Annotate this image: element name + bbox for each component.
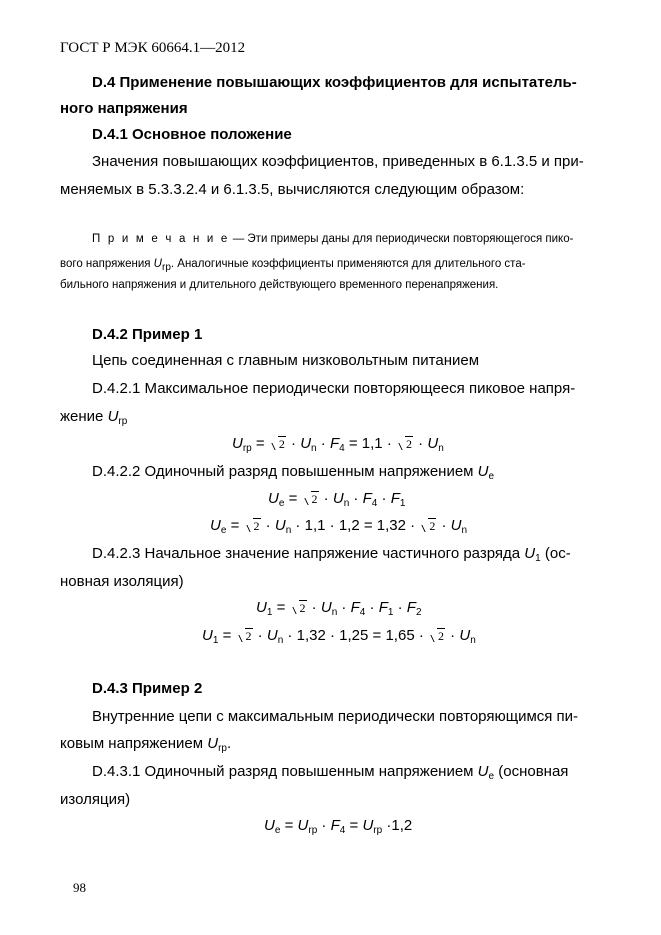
page-header: ГОСТ Р МЭК 60664.1—2012: [60, 40, 246, 56]
sqrt-2: 2: [302, 492, 319, 507]
sqrt-2: 2: [236, 629, 253, 644]
d42-paragraph: Цепь соединенная с главным низковольтным питанием: [92, 352, 480, 369]
note-line3: бильного напряжения и длительного действующего временного перенапряжения.: [60, 279, 499, 291]
note-line1: П р и м е ч а н и е — Эти примеры даны для периодически повторяющегося пико-: [92, 233, 574, 245]
d41-paragraph-line1: Значения повышающих коэффициентов, приведенных в 6.1.3.5 и при-: [92, 153, 584, 170]
page-number: 98: [73, 880, 86, 895]
d421-line1: D.4.2.1 Максимальное периодически повторяющееся пиковое напря-: [92, 380, 576, 397]
equation-3: $U_e = 2 \cdot U_n \cdot 1,1 \cdot 1,2 = 1,32 \cdot 2 \cdot U_n$: [210, 517, 468, 536]
equation-6: $U_e = U_{rp} \cdot F_4 = U_{rp} \cdot 1,2$: [264, 817, 413, 836]
d43-line1: Внутренние цепи с максимальным периодически повторяющимся пи-: [92, 708, 579, 725]
equation-2: $U_e = 2 \cdot U_n \cdot F_4 \cdot F_1$: [268, 490, 406, 509]
sqrt-2: 2: [269, 437, 286, 452]
d423-line2: новная изоляция): [60, 573, 184, 590]
d4-title-line1: D.4 Применение повышающих коэффициентов для испытатель-: [92, 74, 577, 91]
note-line2: вого напряжения $U_{rp}$. Аналогичные коэффициенты применяются для длительного ста-: [60, 258, 526, 273]
d43-title: D.4.3 Пример 2: [92, 680, 203, 697]
d43-line2: ковым напряжением $U_{rp}$.: [60, 735, 232, 754]
d431-line2: изоляция): [60, 791, 131, 808]
d423-line1: D.4.2.3 Начальное значение напряжение частичного разряда $U_1$ (ос-: [92, 545, 571, 564]
sqrt-2: 2: [428, 629, 445, 644]
equation-5: $U_1 = 2 \cdot U_n \cdot 1,32 \cdot 1,25 = 1,65 \cdot 2 \cdot U_n$: [202, 627, 476, 646]
d421-line2: жение $U_{rp}$: [60, 408, 128, 427]
d4-title-line2: ного напряжения: [60, 100, 188, 117]
d422-line1: D.4.2.2 Одиночный разряд повышенным напряжением $U_e$: [92, 463, 495, 482]
note-label: П р и м е ч а н и е: [92, 233, 230, 245]
sqrt-2: 2: [290, 601, 307, 616]
sqrt-2: 2: [419, 519, 436, 534]
d41-paragraph-line2: меняемых в 5.3.3.2.4 и 6.1.3.5, вычисляются следующим образом:: [60, 181, 525, 198]
d41-title: D.4.1 Основное положение: [92, 126, 292, 143]
equation-4: $U_1 = 2 \cdot U_n \cdot F_4 \cdot F_1 \cdot F_2$: [256, 599, 422, 618]
sqrt-2: 2: [244, 519, 261, 534]
sqrt-2: 2: [396, 437, 413, 452]
equation-1: $U_{rp} = 2 \cdot U_n \cdot F_4 = 1,1 \cdot 2 \cdot U_n$: [232, 435, 444, 454]
d42-title: D.4.2 Пример 1: [92, 326, 203, 343]
d431-line1: D.4.3.1 Одиночный разряд повышенным напряжением $U_e$ (основная: [92, 763, 569, 782]
